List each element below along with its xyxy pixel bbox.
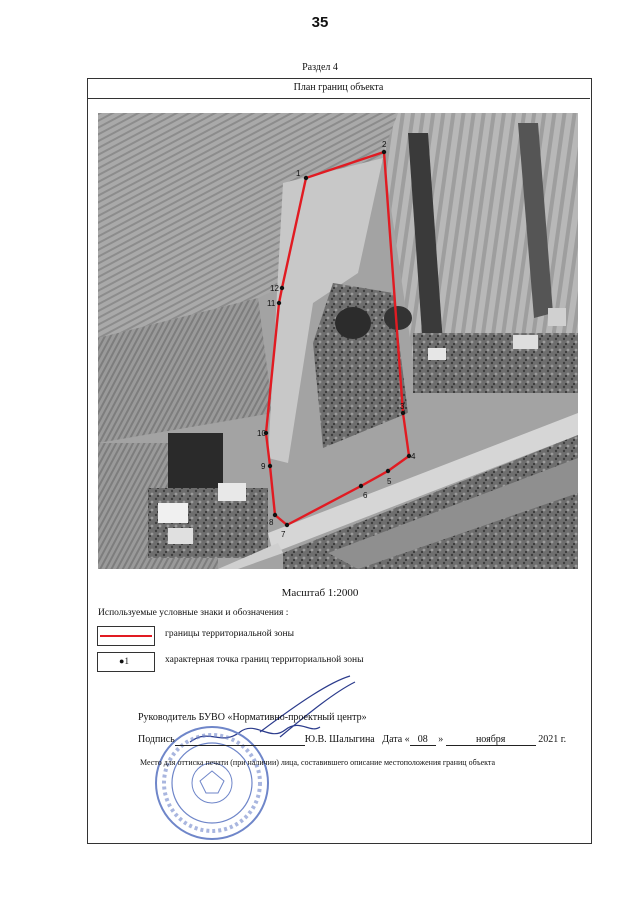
boundary-point-label: 5 <box>387 477 392 486</box>
boundary-point-label: 3 <box>400 402 405 411</box>
boundary-point-label: 10 <box>257 429 266 438</box>
legend-point-number: 1 <box>124 656 129 666</box>
sign-row <box>138 734 566 746</box>
sign-underline <box>175 734 305 746</box>
legend-line-label: границы территориальной зоны <box>165 629 295 639</box>
boundary-point-label: 9 <box>261 462 266 471</box>
boundary-point-7 <box>285 523 289 527</box>
legend-line-symbol <box>97 626 155 646</box>
section-title: Раздел 4 <box>302 62 338 73</box>
boundary-point-label: 6 <box>363 491 368 500</box>
boundary-point-label: 12 <box>270 284 279 293</box>
legend-heading: Используемые условные знаки и обозначения : <box>98 608 289 618</box>
legend-point-symbol <box>97 652 155 672</box>
boundary-point-label: 2 <box>382 140 387 149</box>
boundary-point-5 <box>386 469 390 473</box>
boundary-point-12 <box>280 286 284 290</box>
stamp-note: Место для оттиска печати (при наличии) лица, составившего описание местоположения границ объекта <box>140 758 496 767</box>
date-day: 08 <box>410 734 436 746</box>
date-year: 2021 г. <box>538 734 567 745</box>
date-month: ноября <box>446 734 536 746</box>
date-label: Дата « <box>382 734 410 745</box>
date-close: » <box>438 734 444 745</box>
page-number: 35 <box>311 14 329 31</box>
boundary-point-1 <box>304 176 308 180</box>
boundary-point-2 <box>382 150 386 154</box>
boundary-point-9 <box>268 464 272 468</box>
aerial-map <box>98 113 578 569</box>
head-line: Руководитель БУВО «Нормативно-проектный центр» <box>138 712 367 723</box>
scale-label: Масштаб 1:2000 <box>281 587 359 599</box>
boundary-point-6 <box>359 484 363 488</box>
boundary-point-label: 7 <box>281 530 286 539</box>
boundary-point-label: 1 <box>296 169 301 178</box>
signer-name: Ю.В. Шалыгина <box>304 734 375 745</box>
plan-title: План границ объекта <box>87 78 590 99</box>
boundary-point-label: 8 <box>269 518 274 527</box>
boundary-point-3 <box>401 411 405 415</box>
legend-point-label: характерная точка границ территориальной зоны <box>165 655 364 665</box>
point-marker-icon: ● <box>119 656 125 666</box>
boundary-point-label: 11 <box>267 299 276 308</box>
boundary-point-label: 4 <box>411 452 416 461</box>
boundary-point-8 <box>273 513 277 517</box>
sign-label: Подпись <box>138 734 175 745</box>
boundary-point-11 <box>277 301 281 305</box>
